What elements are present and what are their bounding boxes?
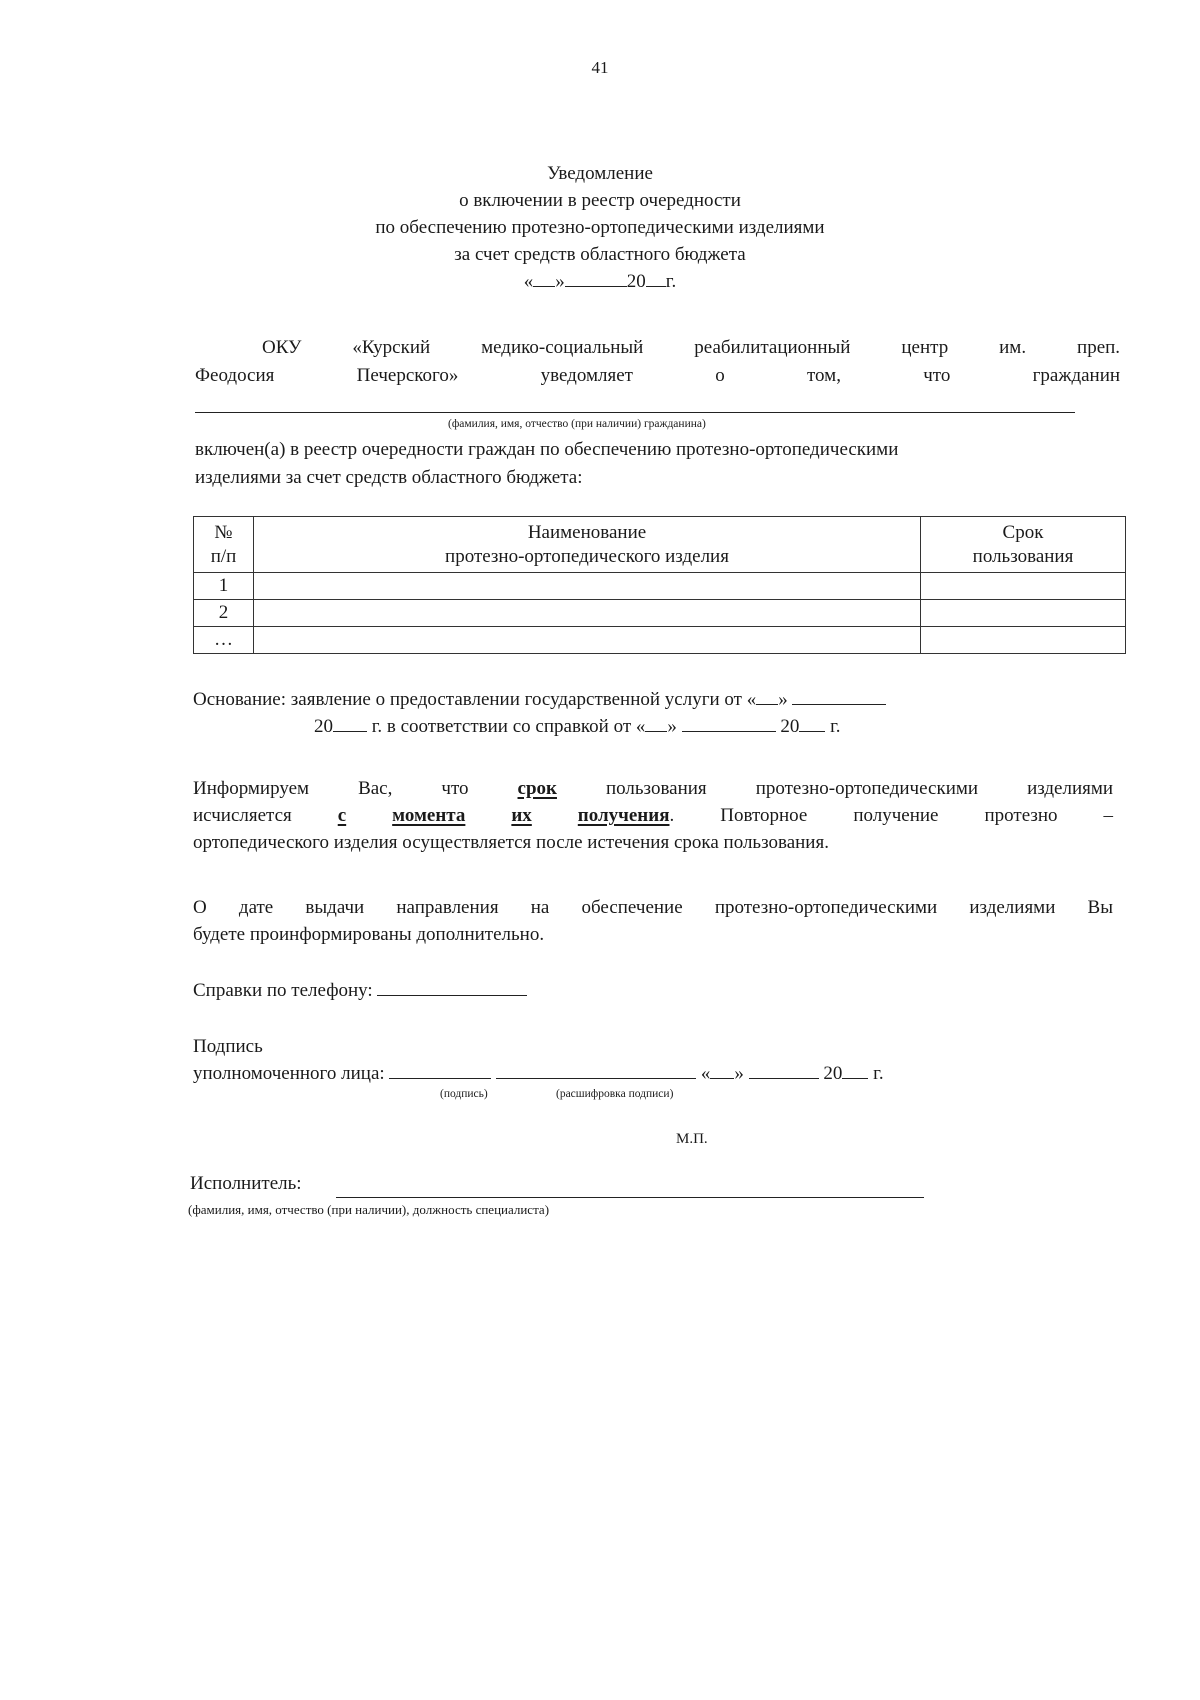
- stamp-place: М.П.: [676, 1131, 708, 1147]
- header-usage-period: Срок пользования: [921, 517, 1126, 573]
- sig-month-blank[interactable]: [749, 1061, 819, 1079]
- header-number: № п/п: [194, 517, 254, 573]
- item-name-cell[interactable]: [254, 600, 921, 627]
- date-close-quote: »: [555, 271, 565, 292]
- usage-period-cell[interactable]: [921, 600, 1126, 627]
- ref-day-blank[interactable]: [645, 714, 667, 732]
- inform-line-1: Информируем Вас, что срок пользования протезно-ортопедическими изделиями: [193, 778, 1114, 799]
- year-blank[interactable]: [646, 269, 666, 287]
- row-number: 1: [194, 573, 254, 600]
- table-header-row: [194, 517, 1126, 573]
- title-line: за счет средств областного бюджета: [454, 244, 746, 265]
- executor-caption: (фамилия, имя, отчество (при наличии), должность специалиста): [188, 1202, 550, 1217]
- header-item-name: Наименование протезно-ортопедического изделия: [254, 517, 921, 573]
- item-name-cell[interactable]: [254, 627, 921, 654]
- executor-label: Исполнитель:: [190, 1173, 302, 1194]
- ref-year-blank[interactable]: [799, 714, 825, 732]
- basis-year-blank[interactable]: [333, 714, 367, 732]
- title-date-line: [300, 268, 900, 295]
- date-year: 20: [626, 271, 646, 292]
- table-row: [194, 573, 1126, 600]
- day-blank[interactable]: [533, 269, 555, 287]
- ref-month-blank[interactable]: [682, 714, 776, 732]
- date-suffix: г.: [665, 271, 677, 292]
- citizen-name-field[interactable]: [195, 412, 1075, 413]
- term-emphasis: срок: [517, 778, 557, 799]
- table-row: [194, 627, 1126, 654]
- title-line: по обеспечению протезно-ортопедическими изделиями: [375, 217, 825, 238]
- document-title: [300, 160, 900, 295]
- basis-line-1: Основание: заявление о предоставлении государственной услуги от « »: [193, 686, 886, 713]
- intro-line-3: включен(а) в реестр очередности граждан по обеспечению протезно-ортопедическими: [195, 439, 899, 460]
- basis-line-2: 20 г. в соответствии со справкой от « » 20 г.: [314, 716, 841, 737]
- items-table: [193, 516, 1126, 654]
- inform-line-2: исчисляется с момента их получения. Повторное получение протезно –: [193, 805, 1114, 826]
- month-blank[interactable]: [565, 269, 627, 287]
- signature-label-1: Подпись: [193, 1036, 263, 1057]
- basis-day-blank[interactable]: [756, 687, 778, 705]
- row-number: …: [194, 627, 254, 654]
- sig-year-blank[interactable]: [842, 1061, 868, 1079]
- usage-period-cell[interactable]: [921, 627, 1126, 654]
- item-name-cell[interactable]: [254, 573, 921, 600]
- title-line: о включении в реестр очередности: [459, 190, 741, 211]
- usage-period-cell[interactable]: [921, 573, 1126, 600]
- executor-field[interactable]: [336, 1197, 924, 1198]
- citizen-name-caption: (фамилия, имя, отчество (при наличии) гражданина): [448, 418, 706, 430]
- sig-day-blank[interactable]: [710, 1061, 734, 1079]
- row-number: 2: [194, 600, 254, 627]
- basis-month-blank[interactable]: [792, 687, 886, 705]
- decode-caption: (расшифровка подписи): [556, 1088, 674, 1100]
- phone-line: Справки по телефону:: [193, 977, 527, 1004]
- signature-decode-blank[interactable]: [496, 1061, 696, 1079]
- intro-line-2: Феодосия Печерского» уведомляет о том, что гражданин: [195, 365, 1121, 386]
- table-row: [194, 600, 1126, 627]
- inform-line-3: ортопедического изделия осуществляется после истечения срока пользования.: [193, 832, 829, 853]
- intro-line-1: ОКУ «Курский медико-социальный реабилитационный центр им. преп.: [262, 337, 1121, 358]
- intro-line-4: изделиями за счет средств областного бюджета:: [195, 467, 583, 488]
- phone-blank[interactable]: [377, 978, 527, 996]
- date-open-quote: «: [523, 271, 534, 292]
- title-line: Уведомление: [547, 163, 653, 184]
- issue-line-1: О дате выдачи направления на обеспечение протезно-ортопедическими изделиями Вы: [193, 897, 1113, 918]
- signature-blank[interactable]: [389, 1061, 491, 1079]
- signature-caption: (подпись): [440, 1088, 488, 1100]
- page-number: 41: [591, 58, 609, 77]
- issue-line-2: будете проинформированы дополнительно.: [193, 924, 545, 945]
- signature-line: уполномоченного лица: « » 20 г.: [193, 1063, 884, 1084]
